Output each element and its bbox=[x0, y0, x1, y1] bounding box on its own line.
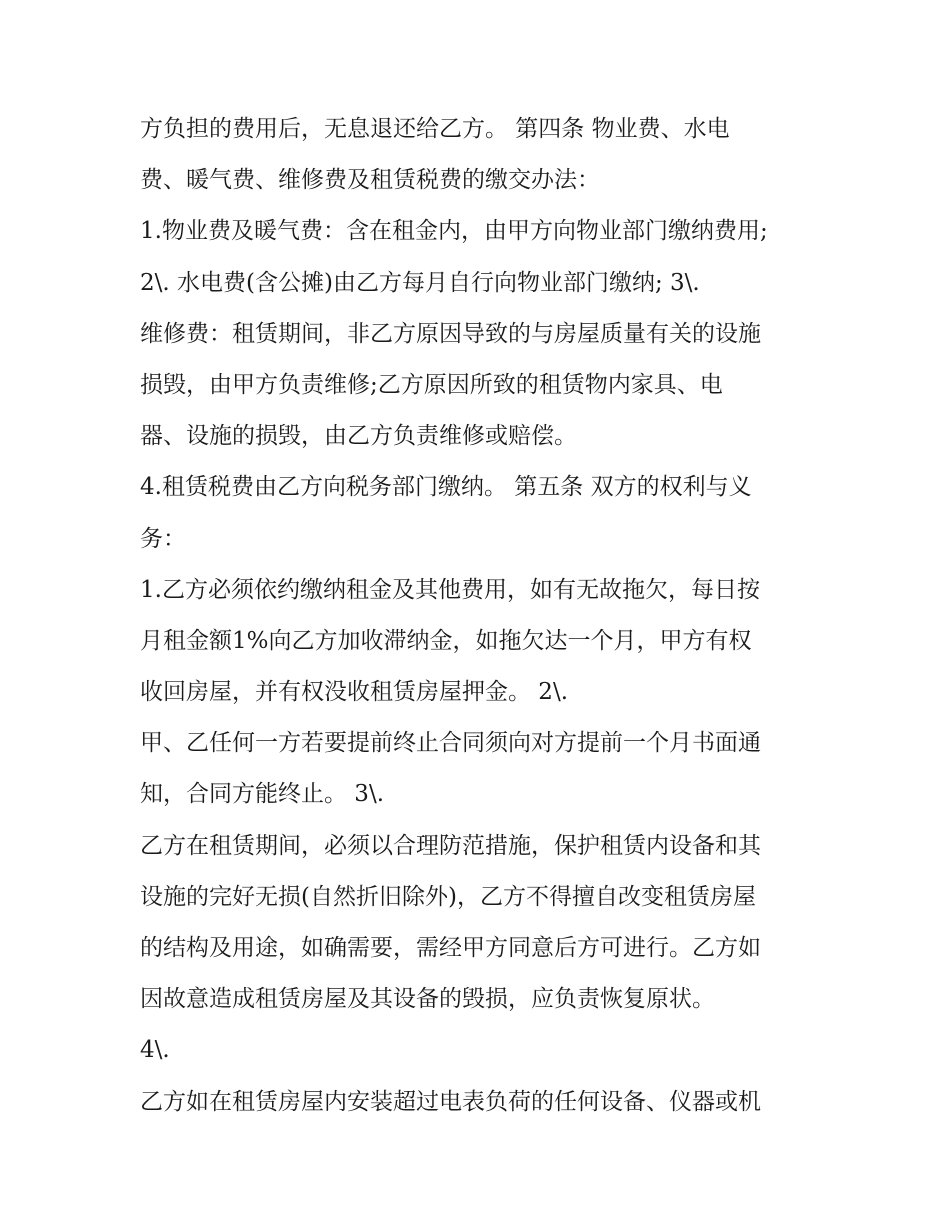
text-line: 收回房屋，并有权没收租赁房屋押金。 2\. bbox=[140, 679, 569, 706]
contract-text bbox=[140, 107, 830, 1131]
text-line: 甲、乙任何一方若要提前终止合同须向对方提前一个月书面通 bbox=[140, 730, 761, 757]
text-line: 因故意造成租赁房屋及其设备的毁损，应负责恢复原状。 bbox=[140, 986, 715, 1013]
text-line: 器、设施的损毁，由乙方负责维修或赔偿。 bbox=[140, 423, 577, 450]
text-line: 方负担的费用后，无息退还给乙方。 第四条 物业费、水电 bbox=[140, 116, 730, 142]
text-line: 知，合同方能终止。 3\. bbox=[140, 781, 385, 808]
text-line: 4\. bbox=[140, 1037, 170, 1064]
text-line: 4.租赁税费由乙方向税务部门缴纳。 第五条 双方的权利与义 bbox=[140, 474, 752, 501]
text-line: 乙方在租赁期间，必须以合理防范措施，保护租赁内设备和其 bbox=[140, 832, 761, 859]
text-line: 2\. 水电费(含公摊)由乙方每月自行向物业部门缴纳; 3\. bbox=[140, 269, 700, 296]
text-line: 1.物业费及暖气费：含在租金内，由甲方向物业部门缴纳费用; bbox=[140, 218, 768, 245]
text-line: 务： bbox=[140, 525, 186, 552]
text-line: 维修费：租赁期间，非乙方原因导致的与房屋质量有关的设施 bbox=[140, 320, 761, 347]
text-line: 乙方如在租赁房屋内安装超过电表负荷的任何设备、仪器或机 bbox=[140, 1088, 761, 1115]
text-line: 费、暖气费、维修费及租赁税费的缴交办法： bbox=[140, 167, 600, 194]
text-line: 月租金额1%向乙方加收滞纳金，如拖欠达一个月，甲方有权 bbox=[140, 627, 752, 654]
text-line: 的结构及用途，如确需要，需经甲方同意后方可进行。乙方如 bbox=[140, 935, 761, 961]
text-line: 损毁，由甲方负责维修;乙方原因所致的租赁物内家具、电 bbox=[140, 371, 723, 398]
text-line: 设施的完好无损(自然折旧除外)，乙方不得擅自改变租赁房屋 bbox=[140, 883, 756, 910]
text-line: 1.乙方必须依约缴纳租金及其他费用，如有无故拖欠，每日按 bbox=[140, 576, 760, 603]
